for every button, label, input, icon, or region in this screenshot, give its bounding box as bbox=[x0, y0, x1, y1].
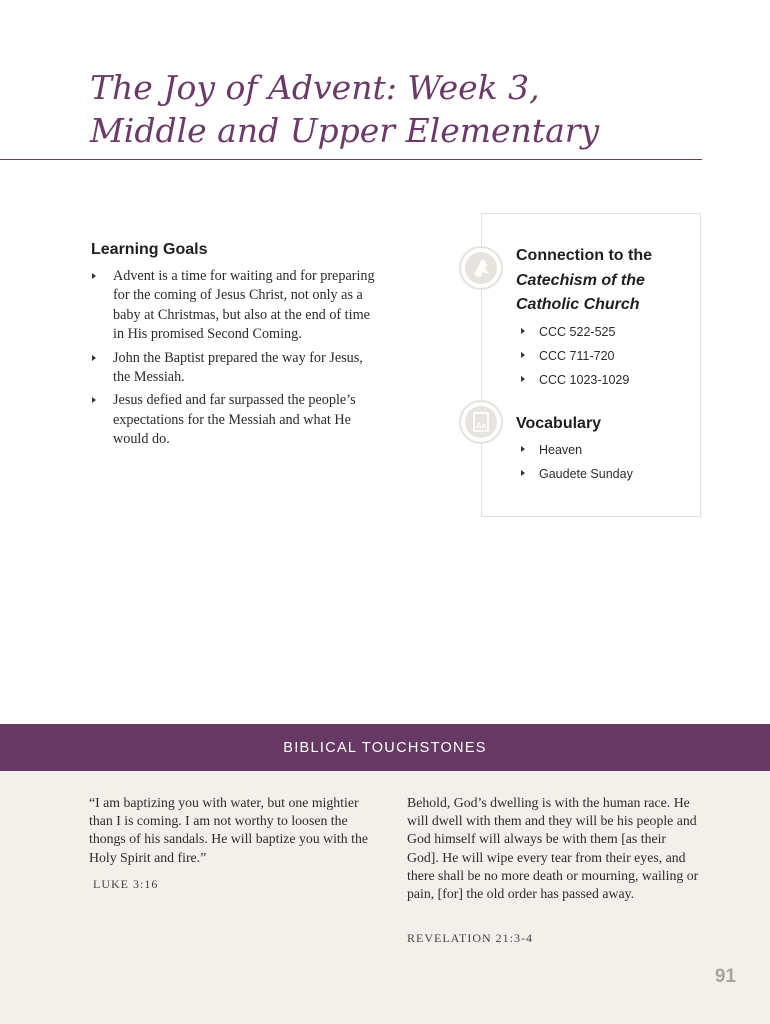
catechism-heading: Connection to the Catechism of the Catholic Church bbox=[516, 247, 652, 313]
list-item bbox=[92, 391, 377, 449]
learning-goal-text: Jesus defied and far surpassed the people’s expectations for the Messiah and what He would do. bbox=[113, 392, 356, 448]
list-item bbox=[521, 320, 629, 344]
list-item bbox=[521, 368, 629, 392]
ccc-reference: CCC 711-720 bbox=[539, 349, 615, 363]
bullet-caret-icon bbox=[92, 355, 96, 361]
vocabulary-term: Gaudete Sunday bbox=[539, 467, 633, 481]
vocabulary-heading: Vocabulary bbox=[516, 415, 602, 432]
bullet-caret-icon bbox=[521, 470, 525, 476]
catechism-icon bbox=[459, 246, 503, 290]
scripture-quote-left: “I am baptizing you with water, but one mightier than I is coming. I am not worthy to loosen the thongs of his sandals. He will baptize you with the Holy Spirit and fire.” bbox=[89, 795, 368, 865]
title-divider bbox=[0, 159, 702, 160]
learning-goals-list bbox=[92, 267, 377, 454]
svg-text:Aa: Aa bbox=[475, 421, 487, 430]
scripture-citation-right: REVELATION 21:3-4 bbox=[407, 931, 533, 945]
learning-goal-text: Advent is a time for waiting and for preparing for the coming of Jesus Christ, not only as a baby at Christmas, but also at the end of time in His promised Second Coming. bbox=[113, 268, 375, 343]
touchstones-banner bbox=[0, 724, 770, 771]
page-title: The Joy of Advent: Week 3, Middle and Upper Elementary bbox=[90, 68, 600, 150]
ccc-reference: CCC 522-525 bbox=[539, 325, 616, 339]
scripture-quote-right: Behold, God’s dwelling is with the human race. He will dwell with them and they will be his people and God himself will always be with them [as their God]. He will wipe every tear from their eyes, and there shall be no more death or mourning, wailing or pain, [for] the old order has passed away. bbox=[407, 795, 699, 902]
touchstones-heading: BIBLICAL TOUCHSTONES bbox=[283, 739, 487, 756]
bullet-caret-icon bbox=[521, 446, 525, 452]
page-number: 91 bbox=[714, 966, 736, 987]
list-item bbox=[521, 462, 633, 486]
bullet-caret-icon bbox=[521, 328, 525, 334]
vocabulary-term: Heaven bbox=[539, 443, 583, 457]
scripture-citation-left: LUKE 3:16 bbox=[93, 877, 159, 891]
bullet-caret-icon bbox=[92, 273, 96, 279]
catechism-list bbox=[521, 320, 629, 392]
bullet-caret-icon bbox=[521, 352, 525, 358]
vocabulary-list bbox=[521, 438, 633, 486]
learning-goal-text: John the Baptist prepared the way for Jesus, the Messiah. bbox=[113, 349, 363, 386]
list-item bbox=[521, 438, 633, 462]
list-item bbox=[521, 344, 629, 368]
list-item bbox=[92, 267, 377, 345]
bullet-caret-icon bbox=[92, 397, 96, 403]
bullet-caret-icon bbox=[521, 376, 525, 382]
vocabulary-book-icon bbox=[459, 400, 503, 444]
list-item bbox=[92, 349, 377, 388]
learning-goals-heading: Learning Goals bbox=[91, 241, 208, 258]
ccc-reference: CCC 1023-1029 bbox=[539, 373, 630, 387]
